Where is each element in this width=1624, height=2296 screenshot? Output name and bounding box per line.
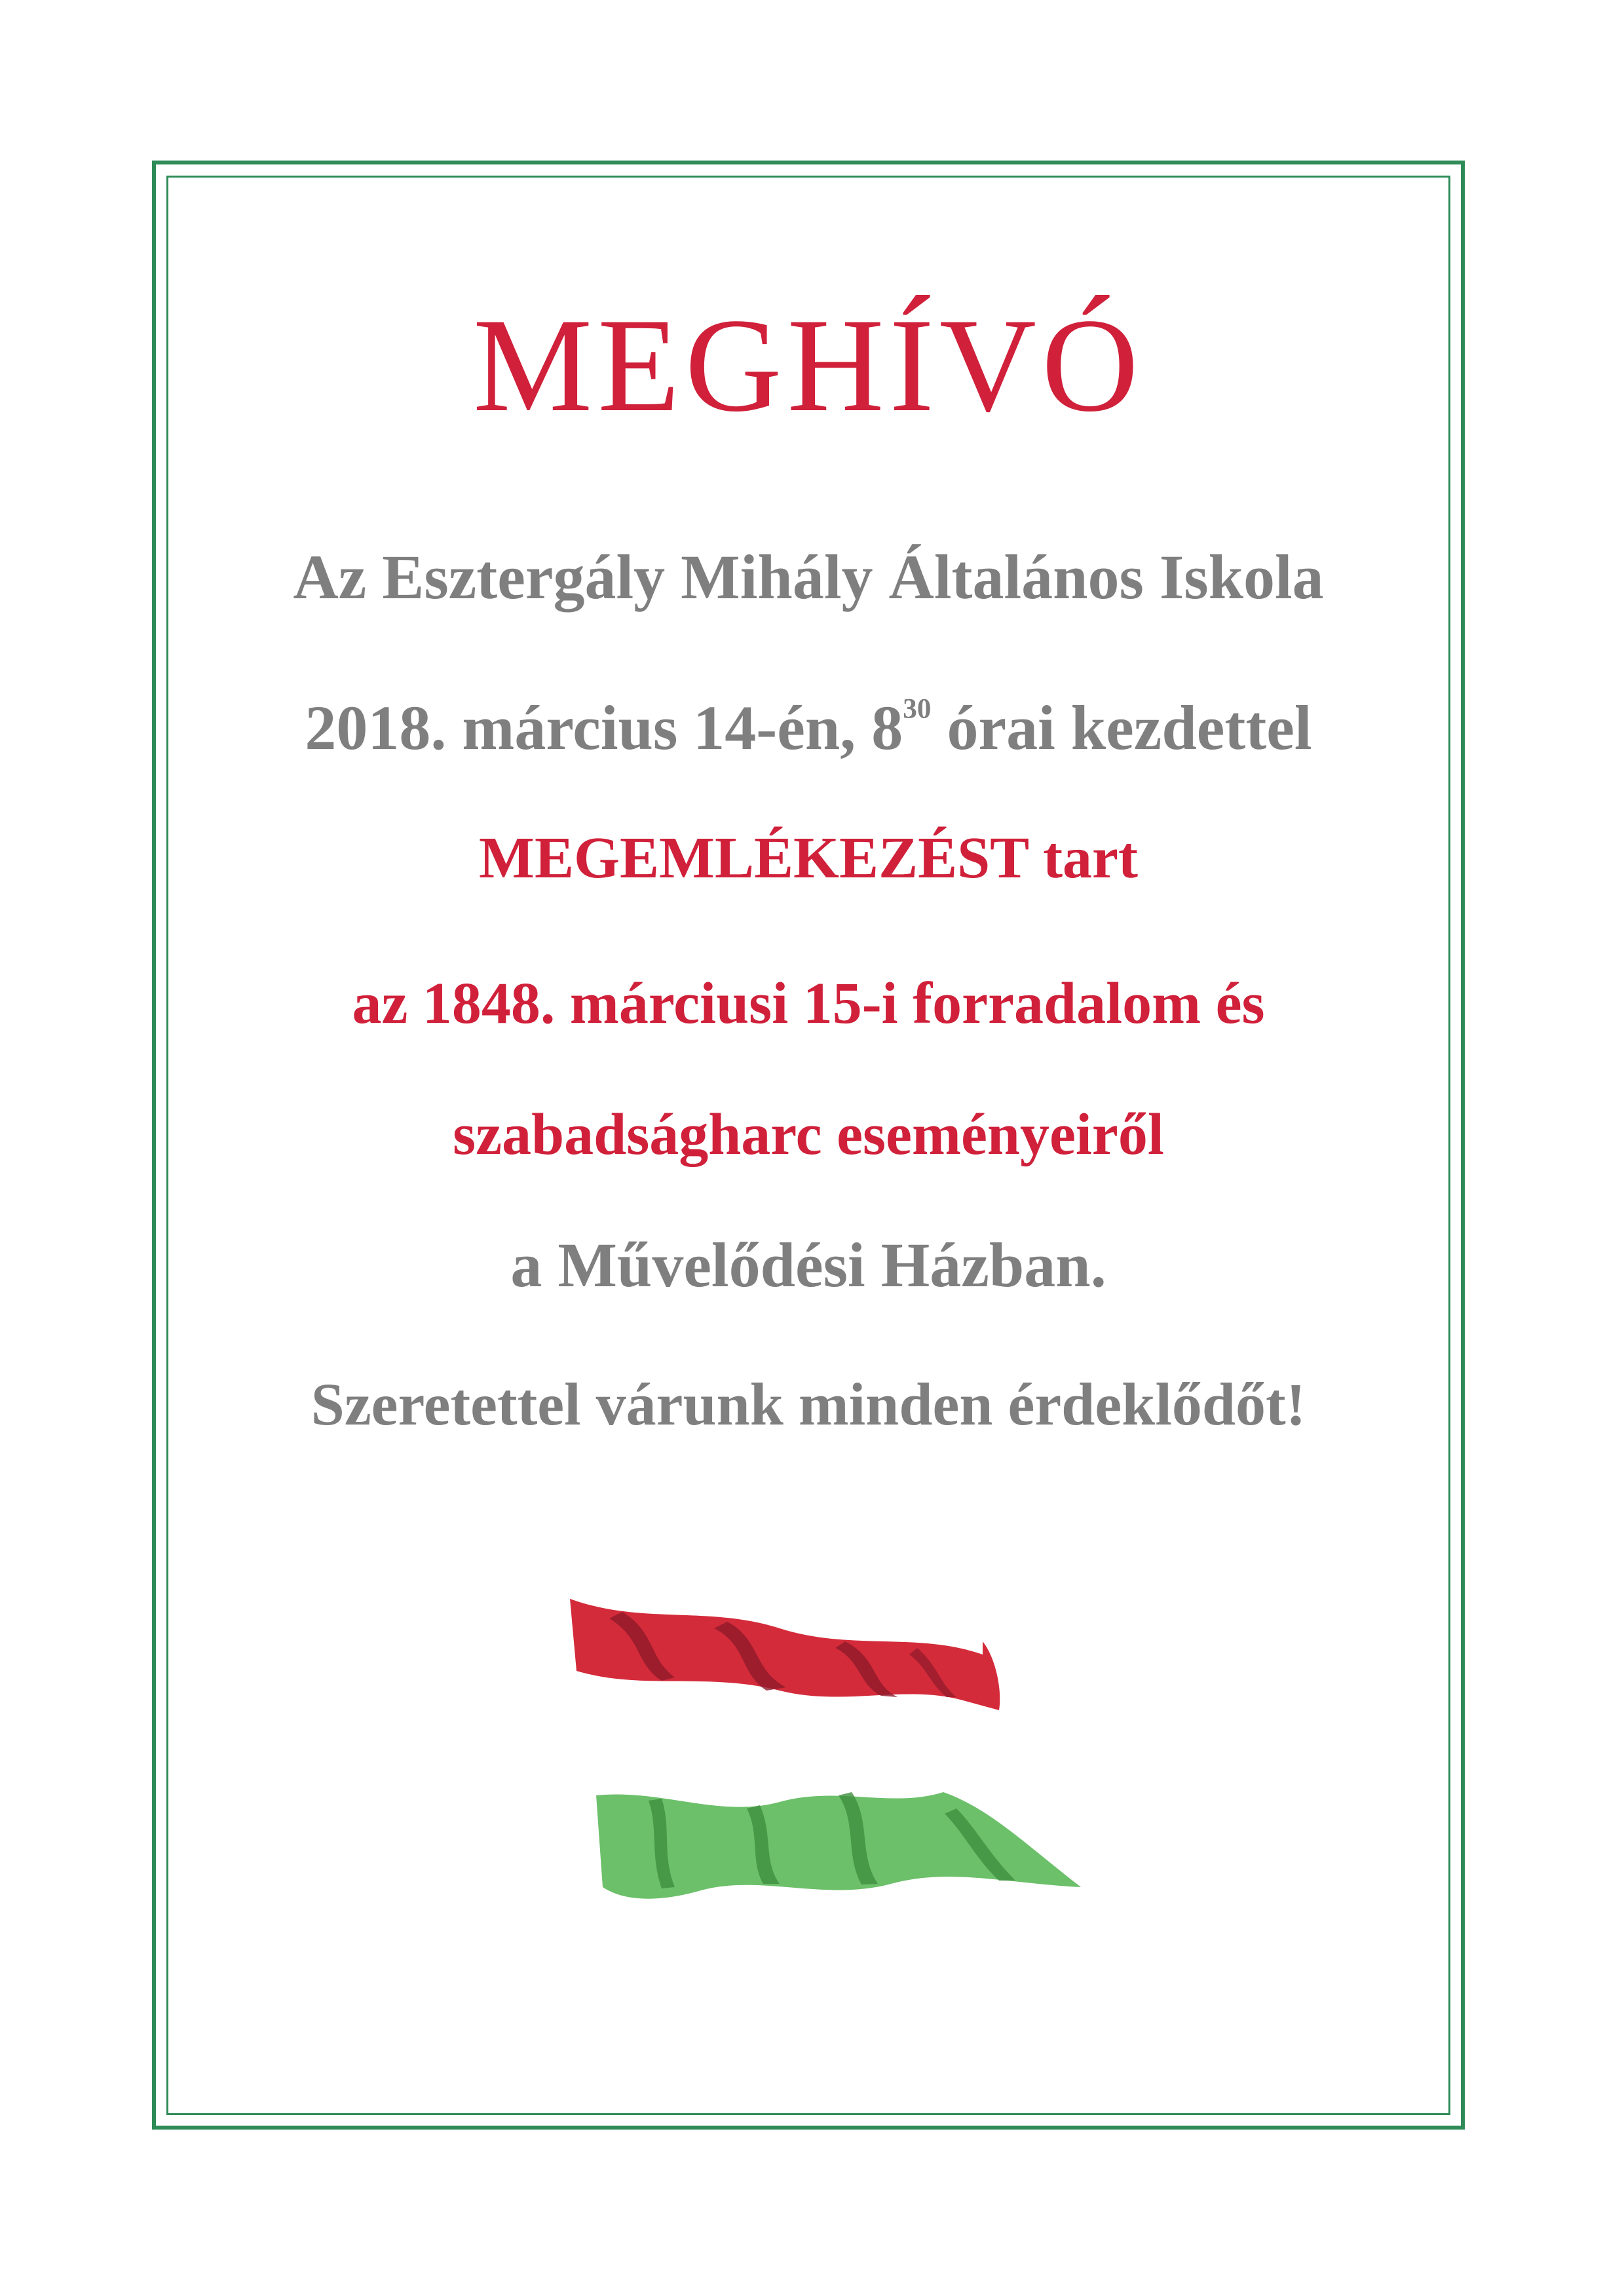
commemoration-line: MEGEMLÉKEZÉST tart bbox=[479, 826, 1138, 890]
flag-red-stripe bbox=[570, 1599, 1000, 1710]
venue-line: a Művelődési Házban. bbox=[510, 1230, 1106, 1300]
start-text: órai kezdettel bbox=[931, 693, 1312, 763]
welcome-line: Szeretettel várunk minden érdeklődőt! bbox=[311, 1371, 1306, 1438]
time-minutes: 30 bbox=[903, 693, 932, 725]
events-line: szabadságharc eseményeiről bbox=[453, 1102, 1164, 1167]
revolution-line: az 1848. márciusi 15-i forradalom és bbox=[352, 971, 1265, 1036]
school-name-line: Az Esztergály Mihály Általános Iskola bbox=[293, 542, 1324, 612]
page-title: MEGHÍVÓ bbox=[473, 291, 1144, 440]
date-text: 2018. március 14-én, 8 bbox=[305, 693, 903, 763]
date-time-line bbox=[166, 691, 1450, 764]
waving-hungarian-flag-icon bbox=[563, 1592, 1101, 1933]
